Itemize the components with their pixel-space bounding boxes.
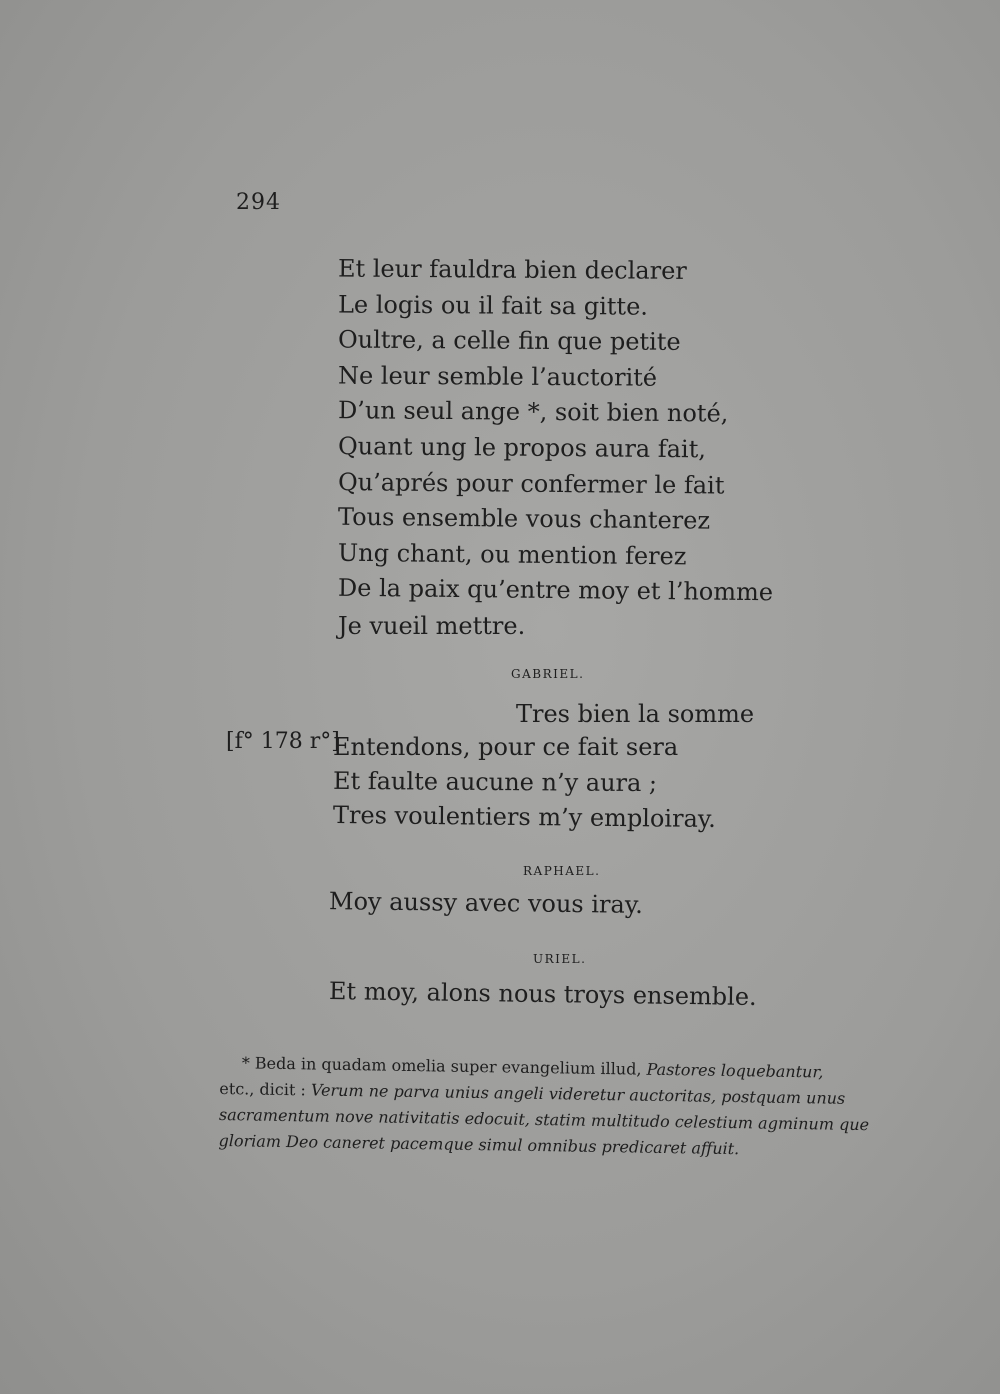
footnote-italic: Pastores loquebantur, [646,1059,824,1082]
footnote-italic: sacramentum nove nativitatis edocuit, statim multitudo celestium agminum que [218,1104,870,1135]
verse-line: Et faulte aucune n’y aura ; [332,766,658,798]
verse-line: Ung chant, ou mention ferez [337,538,687,571]
verse-line: Tous ensemble vous chanterez [337,502,711,535]
footnote-text: etc., dicit : [219,1078,307,1100]
footnote-text: * Beda in quadam omelia super evangelium illud, [241,1053,642,1079]
verse-line: Entendons, pour ce fait sera [333,733,679,761]
speaker-uriel: URIEL. [533,952,587,966]
verse-line: De la paix qu’entre moy et l’homme [337,574,774,607]
verse-line: D’un seul ange *, soit bien noté, [337,396,729,428]
verse-block-top [338,253,773,645]
verse-line: Quant ung le propos aura fait, [337,432,707,464]
verse-line: Le logis ou il fait sa gitte. [337,290,649,321]
verse-line: Tres voulentiers m’y emploiray. [332,800,716,834]
verse-line: Je vueil mettre. [338,611,526,640]
verse-line-raphael: Moy aussy avec vous iray. [328,887,643,919]
speaker-gabriel: GABRIEL. [511,667,585,681]
footnote [218,1050,900,1165]
verse-line: Et leur fauldra bien declarer [337,254,687,285]
footnote-italic: gloriam Deo caneret pacemque simul omnibus predicaret affuit. [218,1130,740,1159]
verse-line: Qu’aprés pour confermer le fait [337,467,725,500]
folio-marker: [f° 178 r°] [226,729,340,754]
verse-line-uriel: Et moy, alons nous troys ensemble. [328,977,757,1011]
verse-line-gabriel-first: Tres bien la somme [516,700,755,728]
speaker-raphael: RAPHAEL. [523,864,601,878]
verse-line: Ne leur semble l’auctorité [337,361,658,392]
verse-line: Oultre, a celle fin que petite [337,325,681,357]
footnote-italic: Verum ne parva unius angeli videretur auctoritas, postquam unus [310,1080,846,1108]
page-number: 294 [236,190,281,215]
